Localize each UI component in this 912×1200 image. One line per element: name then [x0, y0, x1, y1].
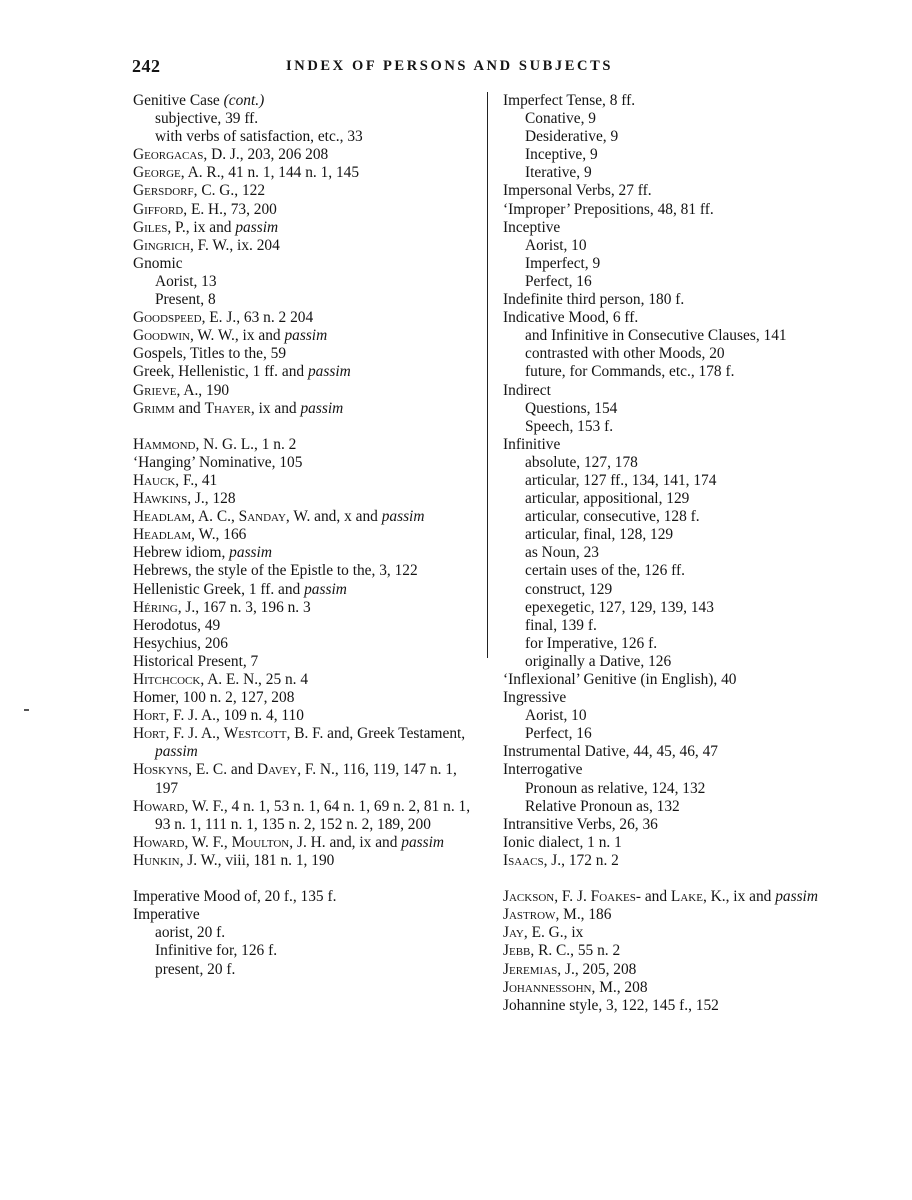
index-entry: Hebrews, the style of the Epistle to the, 3, 122 — [133, 562, 418, 580]
index-subentry: subjective, 39 ff. — [155, 110, 259, 128]
index-entry: Gospels, Titles to the, 59 — [133, 345, 287, 363]
index-entry: Interrogative — [503, 761, 583, 779]
index-entry: Hebrew idiom, passim — [133, 544, 272, 562]
index-entry: ‘Hanging’ Nominative, 105 — [133, 453, 303, 471]
index-entry: Gingrich, F. W., ix. 204 — [133, 236, 280, 254]
index-subentry: Perfect, 16 — [525, 725, 592, 743]
index-subentry: certain uses of the, 126 ff. — [525, 562, 685, 580]
index-entry: Georgacas, D. J., 203, 206 208 — [133, 146, 329, 164]
index-entry: Gifford, E. H., 73, 200 — [133, 200, 277, 218]
index-subentry: final, 139 f. — [525, 616, 597, 634]
index-entry: Hellenistic Greek, 1 ff. and passim — [133, 580, 347, 598]
index-entry: Goodspeed, E. J., 63 n. 2 204 — [133, 309, 314, 327]
page-number: 242 — [132, 56, 161, 76]
index-entry: Hammond, N. G. L., 1 n. 2 — [133, 435, 297, 453]
running-title: INDEX OF PERSONS AND SUBJECTS — [286, 58, 614, 74]
index-entry: Indefinite third person, 180 f. — [503, 291, 685, 309]
index-subentry: for Imperative, 126 f. — [525, 634, 658, 652]
index-entry: Giles, P., ix and passim — [133, 218, 279, 236]
index-subentry: Relative Pronoun as, 132 — [525, 797, 680, 815]
index-subentry: present, 20 f. — [155, 960, 236, 978]
index-entry: Inceptive — [503, 218, 561, 236]
index-entry: Herodotus, 49 — [133, 616, 221, 634]
index-entry: Hitchcock, A. E. N., 25 n. 4 — [133, 671, 309, 688]
index-subentry: Aorist, 13 — [155, 272, 217, 290]
index-subentry: Infinitive for, 126 f. — [155, 942, 278, 960]
index-column-right — [503, 92, 835, 1015]
index-subentry: with verbs of satisfaction, etc., 33 — [155, 128, 363, 146]
index-gap — [133, 870, 479, 888]
index-entry: Headlam, A. C., Sanday, W. and, x and passim — [133, 508, 425, 526]
index-subentry: and Infinitive in Consecutive Clauses, 141 — [525, 327, 787, 345]
index-subentry: Perfect, 16 — [525, 272, 592, 290]
index-subentry: Iterative, 9 — [525, 164, 592, 182]
index-entry: Howard, W. F., Moulton, J. H. and, ix and passim — [133, 833, 445, 851]
index-entry: Hauck, F., 41 — [133, 471, 218, 489]
index-subentry: originally a Dative, 126 — [525, 652, 672, 670]
index-entry: Johannessohn, M., 208 — [503, 978, 648, 996]
index-entry: Ingressive — [503, 689, 567, 707]
index-subentry: Imperfect, 9 — [525, 254, 601, 272]
index-subentry: articular, appositional, 129 — [525, 490, 690, 508]
index-subentry: Questions, 154 — [525, 399, 618, 417]
index-subentry: contrasted with other Moods, 20 — [525, 345, 725, 363]
index-entry: Impersonal Verbs, 27 ff. — [503, 182, 652, 200]
index-entry: Hesychius, 206 — [133, 634, 228, 652]
index-entry: Jeremias, J., 205, 208 — [503, 960, 637, 978]
index-entry: Imperfect Tense, 8 ff. — [503, 92, 636, 109]
index-entry: Hunkin, J. W., viii, 181 n. 1, 190 — [133, 851, 335, 869]
index-gap — [503, 870, 835, 888]
index-entry: Headlam, W., 166 — [133, 526, 247, 544]
index-entry: Hawkins, J., 128 — [133, 490, 236, 508]
index-subentry: Speech, 153 f. — [525, 417, 614, 435]
index-entry: Indirect — [503, 381, 551, 399]
index-subentry: Conative, 9 — [525, 110, 596, 128]
index-entry: Indicative Mood, 6 ff. — [503, 309, 639, 327]
index-subentry: Aorist, 10 — [525, 707, 587, 725]
index-entry: Jastrow, M., 186 — [503, 906, 612, 924]
index-subentry: Pronoun as relative, 124, 132 — [525, 779, 706, 797]
index-subentry: Inceptive, 9 — [525, 146, 598, 164]
index-entry: ‘Improper’ Prepositions, 48, 81 ff. — [503, 200, 714, 218]
index-subentry: articular, final, 128, 129 — [525, 526, 674, 544]
index-entry: Gnomic — [133, 254, 183, 272]
index-subentry: aorist, 20 f. — [155, 924, 226, 942]
index-entry: Ionic dialect, 1 n. 1 — [503, 833, 622, 851]
index-gap — [133, 418, 479, 436]
index-entry: Intransitive Verbs, 26, 36 — [503, 815, 658, 833]
index-entry: Imperative — [133, 906, 200, 924]
index-subentry: Present, 8 — [155, 291, 216, 309]
column-divider — [487, 92, 488, 658]
index-subentry: as Noun, 23 — [525, 544, 599, 562]
index-entry: Hort, F. J. A., 109 n. 4, 110 — [133, 707, 304, 725]
margin-mark — [24, 709, 29, 711]
page-header — [132, 56, 688, 82]
index-entry: Gersdorf, C. G., 122 — [133, 182, 266, 200]
index-subentry: Aorist, 10 — [525, 236, 587, 254]
index-entry: Grieve, A., 190 — [133, 381, 230, 399]
index-subentry: articular, consecutive, 128 f. — [525, 508, 700, 526]
index-entry: ‘Inflexional’ Genitive (in English), 40 — [503, 671, 737, 688]
index-subentry: Desiderative, 9 — [525, 128, 619, 146]
index-subentry: articular, 127 ff., 134, 141, 174 — [525, 471, 717, 489]
index-subentry: future, for Commands, etc., 178 f. — [525, 363, 735, 381]
index-entry: Jebb, R. C., 55 n. 2 — [503, 942, 621, 960]
index-subentry: construct, 129 — [525, 580, 613, 598]
index-entry: Johannine style, 3, 122, 145 f., 152 — [503, 996, 719, 1014]
index-entry: Historical Present, 7 — [133, 652, 259, 670]
index-entry: Howard, W. F., 4 n. 1, 53 n. 1, 64 n. 1, 69 n. 2, 81 n. 1, 93 n. 1, 111 n. 1, 135 n. 2, 152 n. 2, 189, 200 — [133, 797, 471, 833]
index-entry: Grimm and Thayer, ix and passim — [133, 399, 344, 417]
index-entry: Instrumental Dative, 44, 45, 46, 47 — [503, 743, 719, 761]
index-column-left — [133, 92, 479, 979]
index-entry: Isaacs, J., 172 n. 2 — [503, 851, 619, 869]
index-entry: Goodwin, W. W., ix and passim — [133, 327, 328, 345]
index-subentry: absolute, 127, 178 — [525, 453, 638, 471]
index-entry: Jay, E. G., ix — [503, 924, 584, 942]
index-entry: Jackson, F. J. Foakes- and Lake, K., ix and passim — [503, 888, 818, 906]
index-entry: Héring, J., 167 n. 3, 196 n. 3 — [133, 598, 311, 616]
index-entry: Greek, Hellenistic, 1 ff. and passim — [133, 363, 351, 381]
index-subentry: epexegetic, 127, 129, 139, 143 — [525, 598, 714, 616]
index-entry: George, A. R., 41 n. 1, 144 n. 1, 145 — [133, 164, 360, 182]
index-entry: Imperative Mood of, 20 f., 135 f. — [133, 888, 337, 906]
index-entry: Hort, F. J. A., Westcott, B. F. and, Greek Testament, passim — [133, 725, 466, 761]
index-entry: Infinitive — [503, 435, 561, 453]
index-entry: Genitive Case (cont.) — [133, 92, 265, 109]
index-entry: Homer, 100 n. 2, 127, 208 — [133, 689, 295, 707]
index-entry: Hoskyns, E. C. and Davey, F. N., 116, 119, 147 n. 1, 197 — [133, 761, 457, 797]
